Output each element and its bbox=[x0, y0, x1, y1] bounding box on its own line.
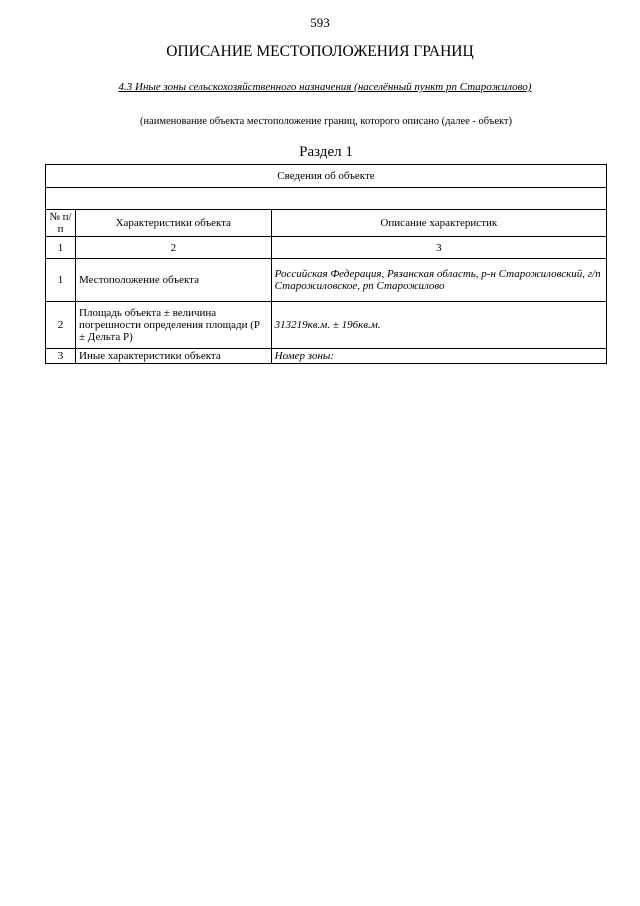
empty-cell bbox=[46, 188, 607, 210]
column-header-row bbox=[46, 210, 607, 237]
object-caption: (наименование объекта местоположение границ, которого описано (далее - объект) bbox=[139, 116, 513, 127]
column-number: 3 bbox=[271, 237, 606, 259]
table-row bbox=[46, 259, 607, 302]
row-number: 3 bbox=[46, 349, 76, 364]
row-description: Номер зоны: bbox=[271, 349, 606, 364]
object-info-table bbox=[45, 164, 607, 364]
column-number-row bbox=[46, 237, 607, 259]
row-number: 1 bbox=[46, 259, 76, 302]
table-header: Сведения об объекте bbox=[46, 165, 607, 188]
column-number: 1 bbox=[46, 237, 76, 259]
document-title: ОПИСАНИЕ МЕСТОПОЛОЖЕНИЯ ГРАНИЦ bbox=[166, 43, 474, 60]
column-header-num: № п/п bbox=[46, 210, 76, 237]
object-name: 4.3 Иные зоны сельскохозяйственного назначения (населённый пункт рп Старожилово) bbox=[118, 81, 532, 93]
row-description: Российская Федерация, Рязанская область, р-н Старожиловский, г/п Старожиловское, рп Старожилово bbox=[271, 259, 606, 302]
section-title: Раздел 1 bbox=[299, 144, 353, 160]
row-characteristic: Местоположение объекта bbox=[76, 259, 272, 302]
column-number: 2 bbox=[76, 237, 272, 259]
table-header-row bbox=[46, 165, 607, 188]
row-description: 313219кв.м. ± 196кв.м. bbox=[271, 302, 606, 349]
page-number: 593 bbox=[310, 15, 330, 30]
row-characteristic: Площадь объекта ± величина погрешности определения площади (Р ± Дельта Р) bbox=[76, 302, 272, 349]
row-number: 2 bbox=[46, 302, 76, 349]
table-empty-row bbox=[46, 188, 607, 210]
column-header-description: Описание характеристик bbox=[271, 210, 606, 237]
row-characteristic: Иные характеристики объекта bbox=[76, 349, 272, 364]
table-row bbox=[46, 302, 607, 349]
table-row bbox=[46, 349, 607, 364]
column-header-characteristic: Характеристики объекта bbox=[76, 210, 272, 237]
